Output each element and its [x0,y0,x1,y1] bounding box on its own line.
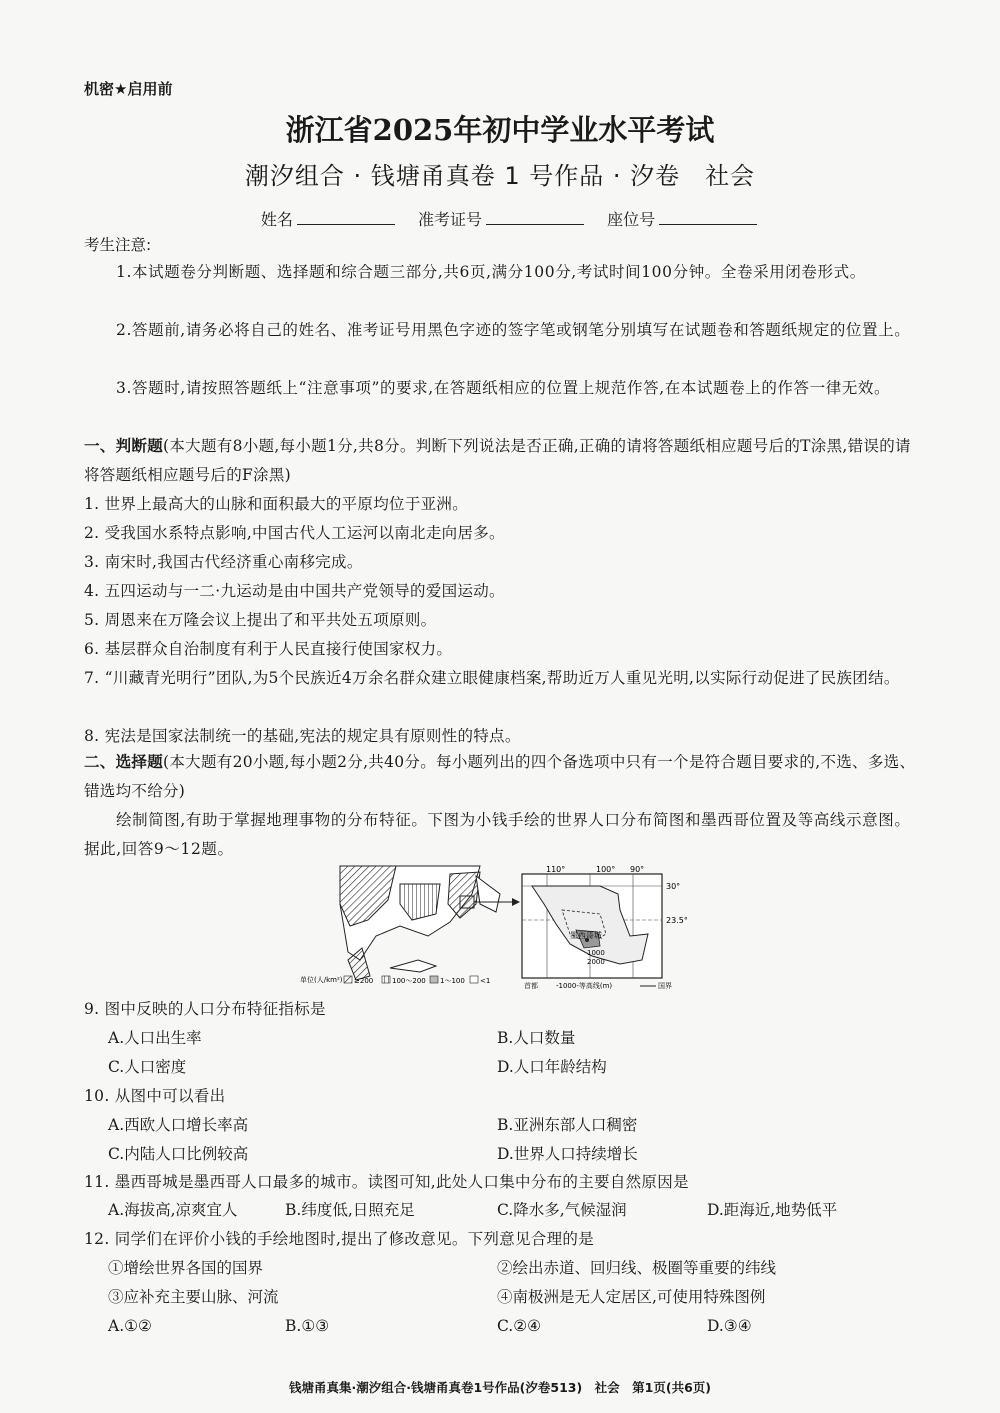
question-num: 12. [84,1230,110,1248]
lat-label-30: 30° [666,882,681,891]
item-text: 世界上最高大的山脉和面积最大的平原均位于亚洲。 [104,495,469,513]
judge-item-6 [84,635,924,664]
notice-item-2: 2.答题前,请务必将自己的姓名、准考证号用黑色字迹的签字笔或钢笔分别填写在试题卷和答题纸规定的位置上。 [116,321,911,339]
item-text: “川藏青光明行”团队,为5个民族近4万余名群众建立眼健康档案,帮助近万人重见光明,以实际行动促进了民族团结。 [104,669,900,687]
question-num: 10. [84,1087,110,1105]
judge-item-8 [84,722,924,751]
seat-blank[interactable] [659,210,757,225]
item-num: 5. [84,611,100,629]
section1-instruction: (本大题有8小题,每小题1分,共8分。判断下列说法是否正确,正确的请将答题纸相应题号后的T涂黑,错误的请将答题纸相应题号后的F涂黑) [84,437,911,484]
legend-capital: 首都 [524,982,538,990]
q11-option-a[interactable]: A.海拔高,凉爽宜人 [108,1201,238,1219]
notice-item-1: 1.本试题卷分判断题、选择题和综合题三部分,共6页,满分100分,考试时间100分钟。全卷采用闭卷形式。 [116,263,866,281]
q10-option-a[interactable]: A.西欧人口增长率高 [108,1116,249,1134]
section1-title: 一、判断题 [84,437,164,455]
notice-item-3: 3.答题时,请按照答题纸上“注意事项”的要求,在答题纸相应的位置上规范作答,在本试题卷上的作答一律无效。 [116,379,891,397]
item-num: 4. [84,582,100,600]
question-stem: 同学们在评价小钱的手绘地图时,提出了修改意见。下列意见合理的是 [114,1230,595,1248]
exam-title: 浙江省2025年初中学业水平考试 [285,113,715,147]
judge-item-5 [84,606,924,635]
contour-label-1000: 1000 [587,949,605,957]
q10-option-d[interactable]: D.世界人口持续增长 [497,1145,638,1163]
notice-heading: 考生注意: [84,236,152,254]
item-num: 7. [84,669,100,687]
item-text: 南宋时,我国古代经济重心南移完成。 [104,553,363,571]
q11-option-d[interactable]: D.距海近,地势低平 [707,1201,838,1219]
judge-item-7 [84,664,916,693]
q9-option-d[interactable]: D.人口年龄结构 [497,1058,607,1076]
section2-instruction: (本大题有20小题,每小题2分,共40分。每小题列出的四个备选项中只有一个是符合题目要求的,不选、多选、错选均不给分) [84,753,916,800]
legend-border: 国界 [658,982,672,990]
mexico-city-label: 墨西哥城 [570,931,602,940]
item-num: 1. [84,495,100,513]
question-10 [84,1082,924,1111]
contour-label-2000: 2000 [587,958,605,966]
item-text: 基层群众自治制度有利于人民直接行使国家权力。 [104,640,453,658]
q12-option-b[interactable]: B.①③ [285,1317,330,1335]
question-num: 11. [84,1173,110,1191]
item-num: 3. [84,553,100,571]
q11-option-b[interactable]: B.纬度低,日照充足 [285,1201,415,1219]
item-num: 8. [84,727,100,745]
q9-option-b[interactable]: B.人口数量 [497,1029,576,1047]
q12-statement-2: ②绘出赤道、回归线、极圈等重要的纬线 [497,1259,777,1277]
question-9 [84,995,924,1024]
lon-label-100: 100° [596,865,616,874]
legend-density-4: <1 [480,977,491,985]
q12-option-d[interactable]: D.③④ [707,1317,752,1335]
item-text: 五四运动与一二·九运动是由中国共产党领导的爱国运动。 [104,582,505,600]
legend-contour: -1000-等高线(m) [556,982,613,990]
legend-unit: 单位(人/km²) [300,976,343,984]
population-map-figure [300,864,710,994]
exam-subtitle: 潮汐组合 · 钱塘甬真卷 1 号作品 · 汐卷 社会 [244,162,756,190]
section1-header [84,432,916,490]
lon-label-110: 110° [546,865,566,874]
judge-item-3 [84,548,924,577]
question-11 [84,1168,924,1197]
q11-option-c[interactable]: C.降水多,气候湿润 [497,1201,627,1219]
q9-option-a[interactable]: A.人口出生率 [108,1029,202,1047]
exam-id-blank[interactable] [486,210,584,225]
q10-option-b[interactable]: B.亚洲东部人口稠密 [497,1116,638,1134]
question-stem: 从图中可以看出 [114,1087,226,1105]
q10-option-c[interactable]: C.内陆人口比例较高 [108,1145,249,1163]
judge-item-1 [84,490,924,519]
item-num: 6. [84,640,100,658]
world-population-sketch [340,866,520,980]
q12-statement-4: ④南极洲是无人定居区,可使用特殊图例 [497,1288,766,1306]
question-num: 9. [84,1000,100,1018]
judge-item-2 [84,519,924,548]
candidate-info-fields [0,207,1000,230]
confidential-mark: 机密★启用前 [84,80,173,98]
q12-statement-3: ③应补充主要山脉、河流 [108,1288,279,1306]
judge-item-4 [84,577,924,606]
legend-density-2: 100～200 [392,977,426,985]
question-stem: 墨西哥城是墨西哥人口最多的城市。读图可知,此处人口集中分布的主要自然原因是 [114,1173,689,1191]
item-text: 宪法是国家法制统一的基础,宪法的规定具有原则性的特点。 [104,727,521,745]
section2-title: 二、选择题 [84,753,164,771]
section2-intro: 绘制简图,有助于掌握地理事物的分布特征。下图为小钱手绘的世界人口分布简图和墨西哥位置及等高线示意图。据此,回答9～12题。 [84,811,911,858]
page-footer: 钱塘甬真集·潮汐组合·钱塘甬真卷1号作品(汐卷513) 社会 第1页(共6页) [288,1380,712,1395]
question-12 [84,1225,924,1254]
name-label: 姓名 [260,210,293,229]
q12-statement-1: ①增绘世界各国的国界 [108,1259,264,1277]
question-stem: 图中反映的人口分布特征指标是 [104,1000,326,1018]
item-text: 周恩来在万隆会议上提出了和平共处五项原则。 [104,611,437,629]
q12-option-c[interactable]: C.②④ [497,1317,542,1335]
name-blank[interactable] [297,210,395,225]
q12-option-a[interactable]: A.①② [108,1317,152,1335]
exam-id-label: 准考证号 [417,210,482,229]
lat-label-23-5: 23.5° [666,916,688,925]
section2-header [84,748,916,806]
q9-option-c[interactable]: C.人口密度 [108,1058,187,1076]
item-num: 2. [84,524,100,542]
item-text: 受我国水系特点影响,中国古代人工运河以南北走向居多。 [104,524,505,542]
lon-label-90: 90° [630,865,645,874]
legend-density-1: ≥200 [354,977,374,985]
legend-density-3: 1～100 [440,977,465,985]
seat-label: 座位号 [607,210,656,229]
